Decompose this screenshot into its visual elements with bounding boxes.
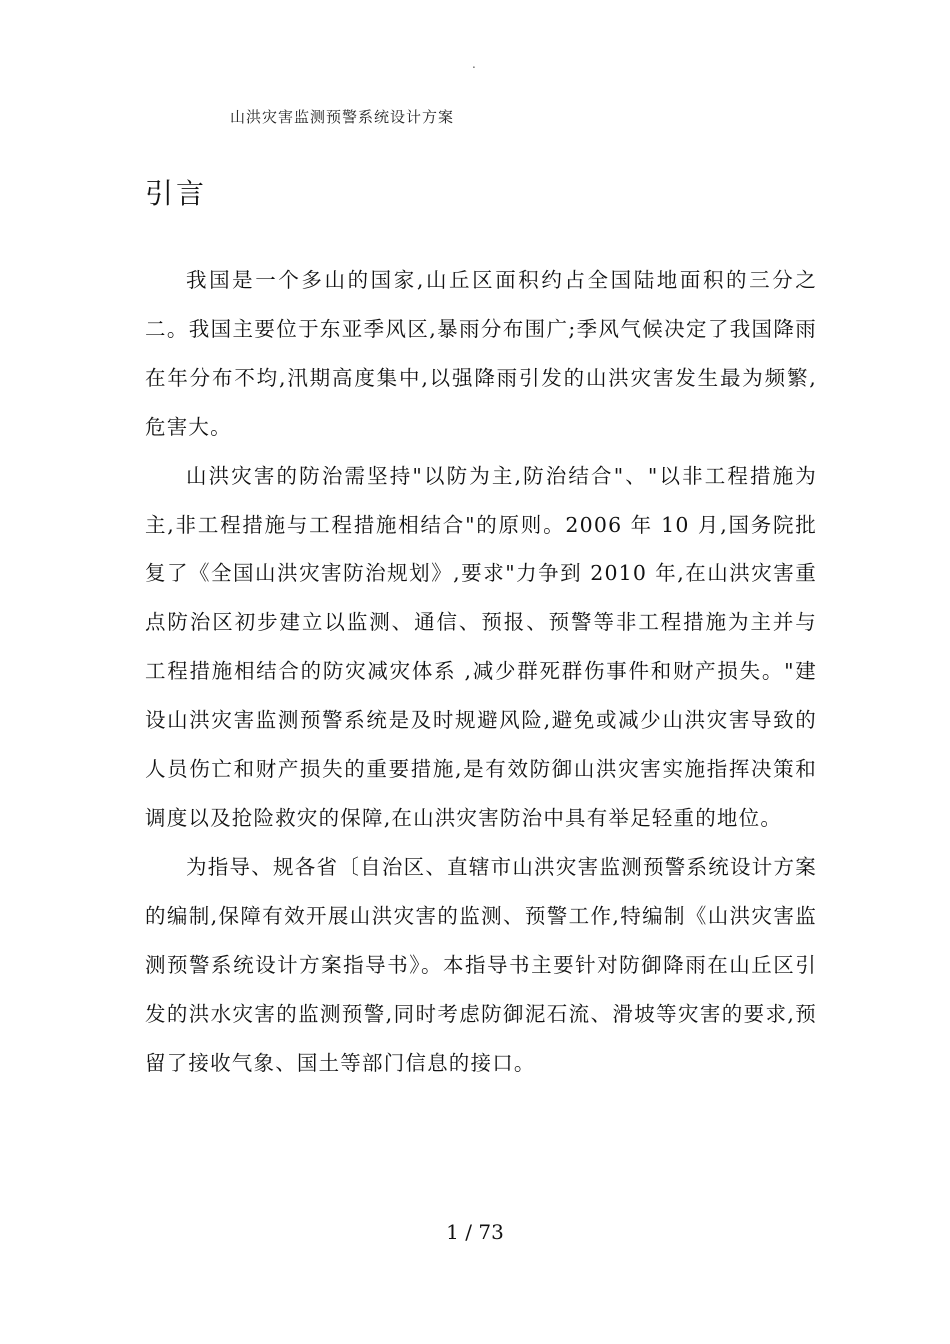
body-text [145,256,817,1087]
paragraph-3: 为指导、规各省〔自治区、直辖市山洪灾害监测预警系统设计方案的编制,保障有效开展山洪灾害的监测、预警工作,特编制《山洪灾害监测预警系统设计方案指导书》。本指导书主要针对防御降雨在山丘区引发的洪水灾害的监测预警,同时考虑防御泥石流、滑坡等灾害的要求,预留了接收气象、国土等部门信息的接口。 [145,854,817,1075]
running-header: 山洪灾害监测预警系统设计方案 [230,108,455,126]
section-title: 引言 [145,177,208,210]
page-number: 1 / 73 [446,1220,504,1244]
paragraph-2: 山洪灾害的防治需坚持"以防为主,防治结合"、"以非工程措施为主,非工程措施与工程措施相结合"的原则。2006 年 10 月,国务院批复了《全国山洪灾害防治规划》,要求"力争到 2010 年,在山洪灾害重点防治区初步建立以监测、通信、预报、预警等非工程措施为主并与工程措施相结合的防灾减灾体系 ,减少群死群伤事件和财产损失。"建设山洪灾害监测预警系统是及时规避风险,避免或减少山洪灾害导致的人员伤亡和财产损失的重要措施,是有效防御山洪灾害实施指挥决策和调度以及抢险救灾的保障,在山洪灾害防治中具有举足轻重的地位。 [145,463,817,830]
paragraph-1: 我国是一个多山的国家,山丘区面积约占全国陆地面积的三分之二。我国主要位于东亚季风区,暴雨分布围广;季风气候决定了我国降雨在年分布不均,汛期高度集中,以强降雨引发的山洪灾害发生最为频繁,危害大。 [145,268,817,439]
top-dot-mark: . [472,57,476,71]
